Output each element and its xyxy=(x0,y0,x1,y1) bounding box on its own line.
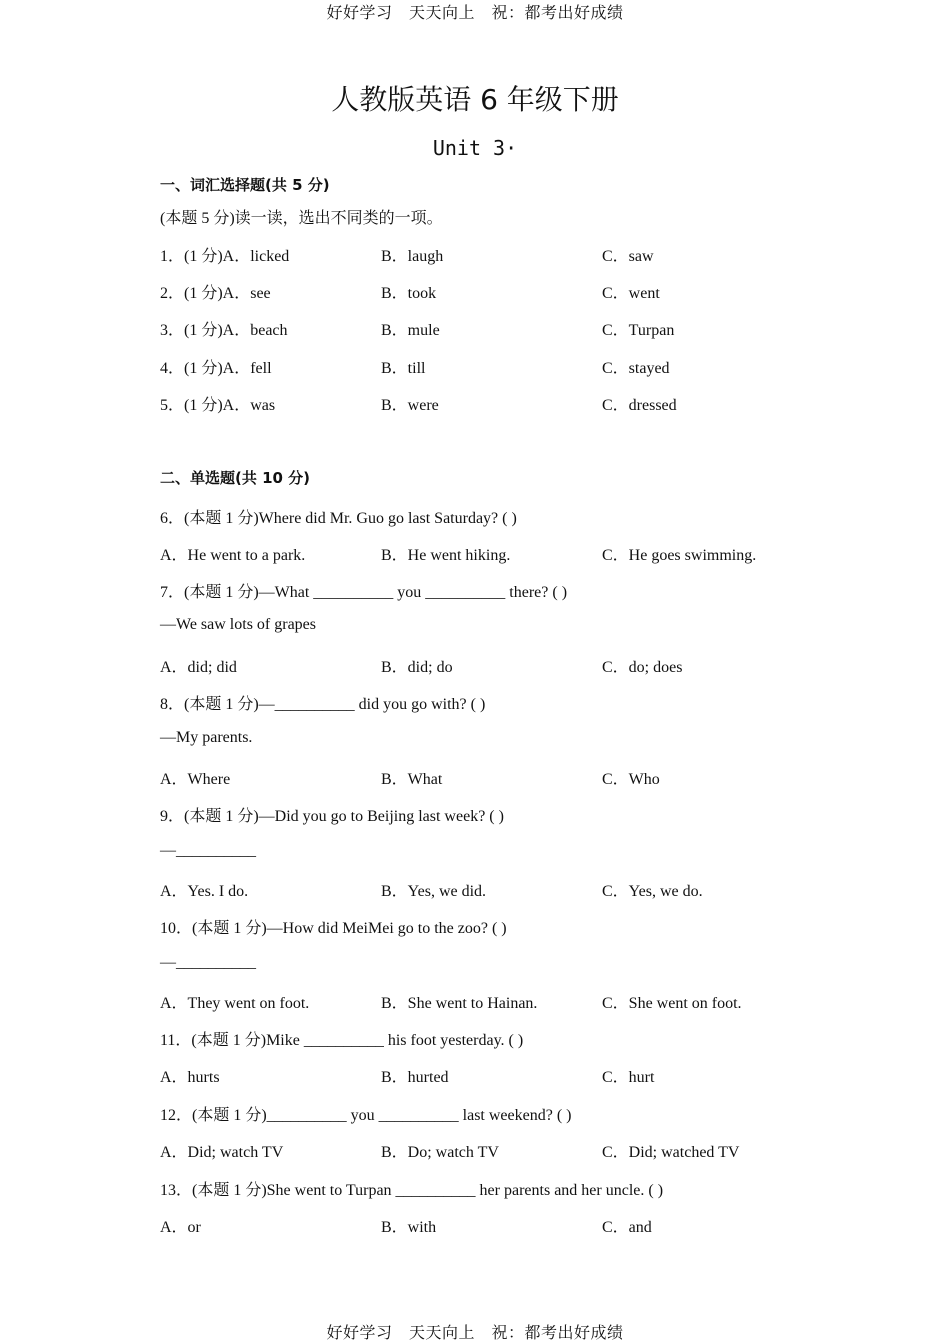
q10-dialogue: —__________ xyxy=(160,954,256,971)
q4-option-a: 4．(1 分)A．fell xyxy=(160,360,272,377)
q10-stem: 10．(本题 1 分)—How did MeiMei go to the zoo? ( ) xyxy=(160,920,507,937)
q5-option-b: B．were xyxy=(381,397,439,414)
q9-option-a: A．Yes. I do. xyxy=(160,883,249,900)
q8-option-b: B．What xyxy=(381,771,443,788)
q13-option-c: C．and xyxy=(602,1219,652,1236)
q12-option-c: C．Did; watched TV xyxy=(602,1144,740,1161)
q5-option-c: C．dressed xyxy=(602,397,677,414)
q4-option-b: B．till xyxy=(381,360,426,377)
q8-dialogue: —My parents. xyxy=(160,729,253,746)
q4-option-c: C．stayed xyxy=(602,360,670,377)
q7-option-c: C．do; does xyxy=(602,659,683,676)
q7-option-a: A．did; did xyxy=(160,659,237,676)
q6-option-a: A．He went to a park. xyxy=(160,547,306,564)
q13-option-b: B．with xyxy=(381,1219,437,1236)
q7-dialogue: —We saw lots of grapes xyxy=(160,616,317,633)
q2-option-c: C．went xyxy=(602,285,660,302)
q6-option-c: C．He goes swimming. xyxy=(602,547,757,564)
page-title: 人教版英语 6 年级下册 xyxy=(331,83,619,116)
q10-option-b: B．She went to Hainan. xyxy=(381,995,538,1012)
q6-stem: 6．(本题 1 分)Where did Mr. Guo go last Saturday? ( ) xyxy=(160,510,517,527)
q3-option-c: C．Turpan xyxy=(602,322,675,339)
q8-option-a: A．Where xyxy=(160,771,231,788)
q1-option-b: B．laugh xyxy=(381,248,444,265)
q10-option-a: A．They went on foot. xyxy=(160,995,310,1012)
q8-option-c: C．Who xyxy=(602,771,660,788)
q13-stem: 13．(本题 1 分)She went to Turpan __________ her parents and her uncle. ( ) xyxy=(160,1182,664,1199)
q2-option-b: B．took xyxy=(381,285,437,302)
q5-option-a: 5．(1 分)A．was xyxy=(160,397,276,414)
q1-option-a: 1．(1 分)A．licked xyxy=(160,248,290,265)
q12-stem: 12．(本题 1 分)__________ you __________ last weekend? ( ) xyxy=(160,1107,572,1124)
q2-option-a: 2．(1 分)A．see xyxy=(160,285,271,302)
q9-stem: 9．(本题 1 分)—Did you go to Beijing last week? ( ) xyxy=(160,808,504,825)
q3-option-b: B．mule xyxy=(381,322,440,339)
q11-option-b: B．hurted xyxy=(381,1069,449,1086)
q11-stem: 11．(本题 1 分)Mike __________ his foot yesterday. ( ) xyxy=(160,1032,524,1049)
q12-option-b: B．Do; watch TV xyxy=(381,1144,499,1161)
q10-option-c: C．She went on foot. xyxy=(602,995,742,1012)
q11-option-c: C．hurt xyxy=(602,1069,655,1086)
q6-option-b: B．He went hiking. xyxy=(381,547,511,564)
section-1-instruction: (本题 5 分)读一读，选出不同类的一项。 xyxy=(160,210,443,227)
q8-stem: 8．(本题 1 分)—__________ did you go with? ( ) xyxy=(160,696,486,713)
page-footer: 好好学习 天天向上 祝：都考出好成绩 xyxy=(326,1325,624,1342)
q11-option-a: A．hurts xyxy=(160,1069,220,1086)
section-2-heading: 二、单选题(共 10 分) xyxy=(160,469,311,487)
q1-option-c: C．saw xyxy=(602,248,654,265)
q9-option-b: B．Yes, we did. xyxy=(381,883,487,900)
q9-option-c: C．Yes, we do. xyxy=(602,883,703,900)
q7-stem: 7．(本题 1 分)—What __________ you __________ there? ( ) xyxy=(160,584,568,601)
page-header: 好好学习 天天向上 祝：都考出好成绩 xyxy=(326,5,624,22)
q7-option-b: B．did; do xyxy=(381,659,453,676)
q12-option-a: A．Did; watch TV xyxy=(160,1144,284,1161)
q9-dialogue: —__________ xyxy=(160,842,256,859)
unit-title: Unit 3· xyxy=(432,136,518,160)
q13-option-a: A．or xyxy=(160,1219,201,1236)
q3-option-a: 3．(1 分)A．beach xyxy=(160,322,288,339)
section-1-heading: 一、词汇选择题(共 5 分) xyxy=(160,176,330,194)
